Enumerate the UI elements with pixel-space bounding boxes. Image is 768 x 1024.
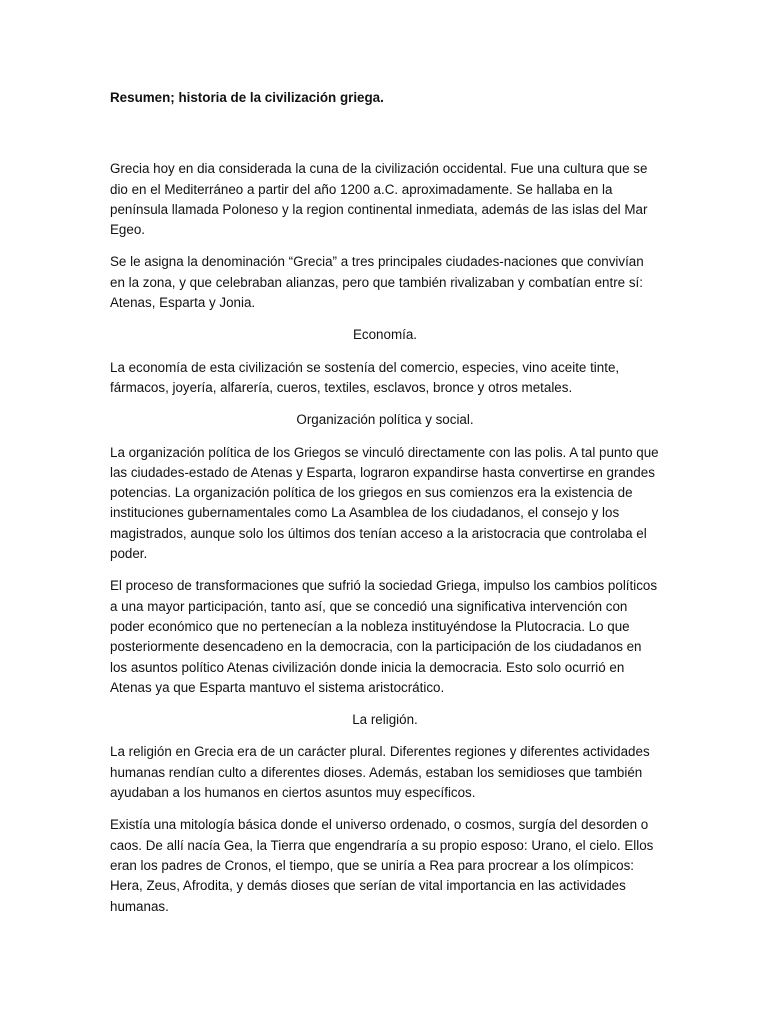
section-heading-organizacion: Organización política y social. — [296, 412, 474, 428]
document-title: Resumen; historia de la civilización griega. — [110, 90, 384, 105]
section-heading-religion: La religión. — [352, 712, 418, 728]
intro-paragraph-2: Se le asigna la denominación “Grecia” a tres principales ciudades-naciones que convivían en la zona, y que celebraban alianzas, pero que también rivalizaban y combatían entre sí: Atenas, Esparta y Jonia. — [110, 254, 644, 311]
organizacion-paragraph-1: La organización política de los Griegos se vinculó directamente con las polis. A tal punto que las ciudades-estado de Atenas y Esparta, lograron expandirse hasta convertirse en grandes potencias. La organización política de los griegos en sus comienzos era la existencia de instituciones gubernamentales como La Asamblea de los ciudadanos, el consejo y los magistrados, aunque solo los últimos dos tenían acceso a la aristocracia que controlaba el poder. — [110, 444, 659, 562]
document-page — [110, 88, 660, 929]
economia-paragraph-1: La economía de esta civilización se sostenía del comercio, especies, vino aceite tinte, fármacos, joyería, alfarería, cueros, textiles, esclavos, bronce y otros metales. — [110, 359, 620, 395]
religion-paragraph-2: Existía una mitología básica donde el universo ordenado, o cosmos, surgía del desorden o caos. De allí nacía Gea, la Tierra que engendraría a su propio esposo: Urano, el cielo. Ellos eran los padres de Cronos, el tiempo, que se uniría a Rea para procrear a los olímpicos: Hera, Zeus, Afrodita, y demás dioses que serían de vital importancia en las actividades humanas. — [110, 817, 654, 914]
religion-paragraph-1: La religión en Grecia era de un carácter plural. Diferentes regiones y diferentes actividades humanas rendían culto a diferentes dioses. Además, estaban los semidioses que también ayudaban a los humanos en ciertos asuntos muy específicos. — [110, 744, 650, 801]
section-heading-economia: Economía. — [352, 327, 417, 343]
organizacion-paragraph-2: El proceso de transformaciones que sufrió la sociedad Griega, impulso los cambios políticos a una mayor participación, tanto así, que se concedió una significativa intervención con poder económico que no pertenecían a la nobleza instituyéndose la Plutocracia. Lo que posteriormente desencadeno en la democracia, con la participación de los ciudadanos en los asuntos político Atenas civilización donde inicia la democracia. Esto solo ocurrió en Atenas ya que Esparta mantuvo el sistema aristocrático. — [110, 578, 658, 695]
intro-paragraph-1: Grecia hoy en dia considerada la cuna de la civilización occidental. Fue una cultura que se dio en el Mediterráneo a partir del año 1200 a.C. aproximadamente. Se hallaba en la península llamada Poloneso y la region continental inmediata, además de las islas del Mar Egeo. — [110, 161, 648, 238]
